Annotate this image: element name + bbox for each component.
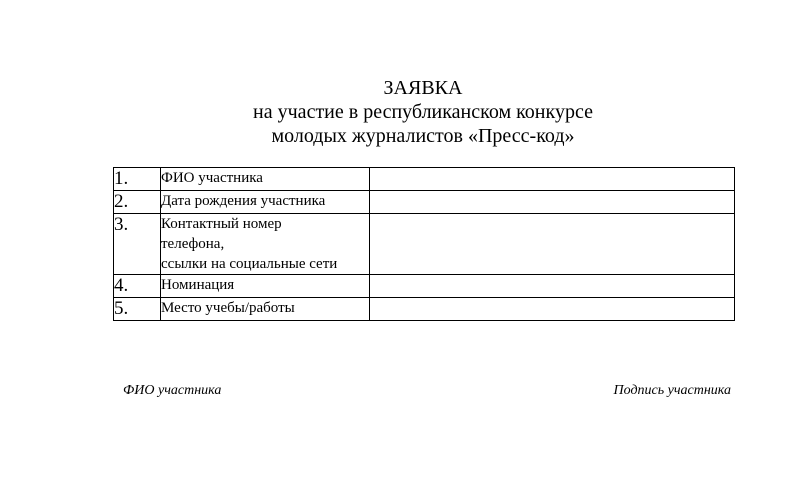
application-form-table: [113, 167, 735, 321]
row-number: 5.: [114, 298, 161, 321]
table-row: [114, 275, 735, 298]
row-value-field-contacts[interactable]: [370, 214, 735, 275]
row-label-line: Номинация: [161, 277, 235, 293]
title-subline-2: молодых журналистов «Пресс-код»: [271, 125, 575, 147]
title-heading: ЗАЯВКА: [383, 77, 463, 99]
row-label-line: Контактный номер: [161, 216, 282, 232]
row-label: [161, 168, 370, 191]
table-row: [114, 168, 735, 191]
row-label: [161, 214, 370, 275]
title-subline-1: на участие в республиканском конкурсе: [253, 101, 593, 123]
row-value-field-birthdate[interactable]: [370, 191, 735, 214]
footer-participant-signature: Подпись участника: [613, 383, 731, 398]
row-label: [161, 298, 370, 321]
row-label-line: ФИО участника: [161, 170, 263, 186]
row-value-field-name[interactable]: [370, 168, 735, 191]
row-value-field-workplace[interactable]: [370, 298, 735, 321]
row-label-line: телефона,: [161, 236, 225, 252]
row-number: 1.: [114, 168, 161, 191]
table-row: [114, 214, 735, 275]
table-row: [114, 298, 735, 321]
footer-participant-name: ФИО участника: [123, 383, 222, 398]
row-label-line: ссылки на социальные сети: [161, 256, 338, 272]
row-number: 3.: [114, 214, 161, 275]
row-label: [161, 275, 370, 298]
row-number: 2.: [114, 191, 161, 214]
row-label-line: Дата рождения участника: [161, 193, 326, 209]
document-title: [0, 76, 800, 148]
table-row: [114, 191, 735, 214]
row-label: [161, 191, 370, 214]
row-number: 4.: [114, 275, 161, 298]
row-value-field-nomination[interactable]: [370, 275, 735, 298]
row-label-line: Место учебы/работы: [161, 300, 295, 316]
